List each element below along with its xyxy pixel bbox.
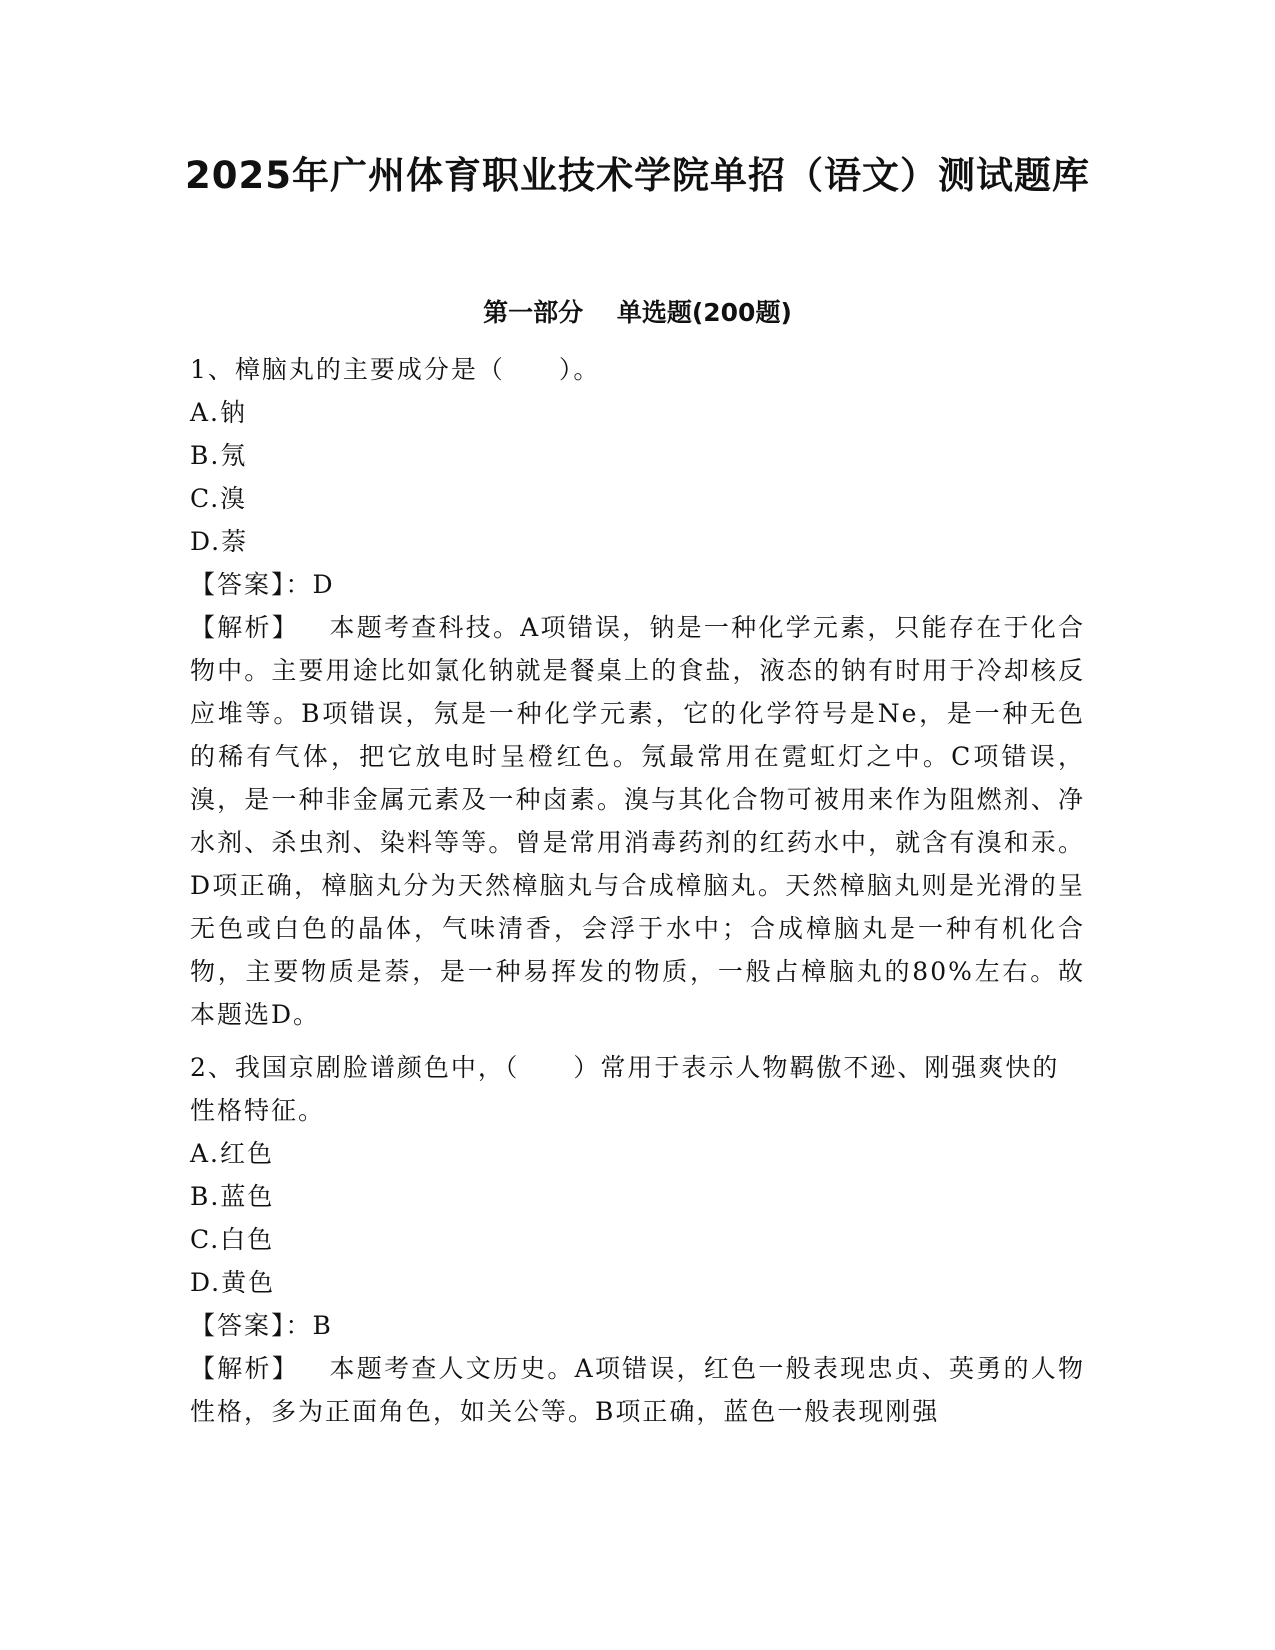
option-d: D.萘 (190, 527, 249, 556)
document-title: 2025年广州体育职业技术学院单招（语文）测试题库 (185, 154, 1090, 197)
answer-line (190, 563, 1085, 606)
explanation-label: 【解析】 (190, 1354, 299, 1383)
question-list (190, 348, 1085, 1443)
explanation-text: 本题考查人文历史。A项错误，红色一般表现忠贞、英勇的人物性格，多为正面角色，如关公等。B项正确，蓝色一般表现刚强 (190, 1354, 1085, 1426)
option-b: B.蓝色 (190, 1182, 275, 1211)
option-a: A.钠 (190, 398, 248, 427)
question-stem: 1、樟脑丸的主要成分是（ ）。 (190, 355, 601, 384)
answer-label: 【答案】： (190, 1311, 313, 1340)
answer-label: 【答案】： (190, 570, 313, 599)
option-b: B.氖 (190, 441, 248, 470)
explanation-text: 本题考查科技。A项错误，钠是一种化学元素，只能存在于化合物中。主要用途比如氯化钠就是餐桌上的食盐，液态的钠有时用于冷却核反应堆等。B项错误，氖是一种化学元素，它的化学符号是Ne，是一种无色的稀有气体，把它放电时呈橙红色。氖最常用在霓虹灯之中。C项错误，溴，是一种非金属元素及一种卤素。溴与其化合物可被用来作为阻燃剂、净水剂、杀虫剂、染料等等。曾是常用消毒药剂的红药水中，就含有溴和汞。D项正确，樟脑丸分为天然樟脑丸与合成樟脑丸。天然樟脑丸则是光滑的呈无色或白色的晶体，气味清香，会浮于水中；合成樟脑丸是一种有机化合物，主要物质是萘，是一种易挥发的物质，一般占樟脑丸的80%左右。故本题选D。 (190, 613, 1085, 1029)
question-2 (190, 1046, 1085, 1433)
option-c: C.溴 (190, 484, 248, 513)
section-title: 第一部分 单选题(200题) (483, 298, 792, 327)
question-1 (190, 348, 1085, 1036)
explanation (190, 606, 1085, 1036)
answer-line (190, 1304, 1085, 1347)
answer-value: D (312, 570, 335, 599)
option-c: C.白色 (190, 1225, 275, 1254)
answer-value: B (312, 1311, 333, 1340)
explanation (190, 1347, 1085, 1433)
option-d: D.黄色 (190, 1268, 276, 1297)
explanation-label: 【解析】 (190, 613, 299, 642)
question-stem: 2、我国京剧脸谱颜色中，（ ）常用于表示人物羁傲不逊、刚强爽快的性格特征。 (190, 1053, 1060, 1125)
option-a: A.红色 (190, 1139, 275, 1168)
